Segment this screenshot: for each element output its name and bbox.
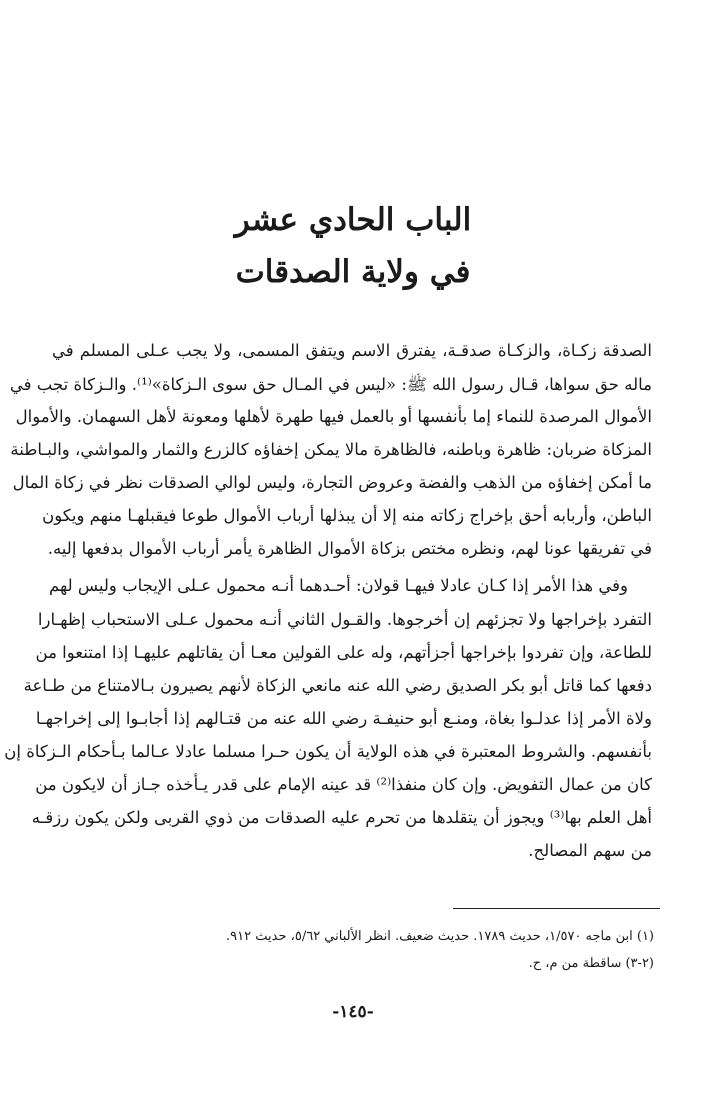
paragraph1-line: المزكاة ضربان: ظاهرة وباطنه، فالظاهرة مالا يمكن إخفاؤه كالزرع والثمار والمواشي، والبـاطنة [10,440,652,459]
paragraph2-line: التفرد بإخراجها ولا تجزئهم إن أخرجوها. والقـول الثاني أنـه محمول عـلى الاستحباب إظهـارا [37,610,652,629]
paragraph1-line: ماله حق سواها، قـال رسول الله ﷺ: «ليس في المـال حق سوى الـزكاة»⁽¹⁾. والـزكاة تجب في [9,375,652,394]
paragraph2-line: بأنفسهم. والشروط المعتبرة في هذه الولاية أن يكون حـرا مسلما عادلا عـالما بـأحكام الـزكاة إن [4,742,652,761]
footnote: (١) ابن ماجه ١/٥٧٠، حديث ١٧٨٩. حديث ضعيف. انظر الألباني ٥/٦٢، حديث ٩١٢. [226,929,654,944]
paragraph1-line: الأموال المرصدة للنماء إما بأنفسها أو بالعمل فيها طهرة لأهلها ومعونة لأهل السهمان. والأموال [15,407,652,426]
paragraph2-line: كان من عمال التفويض. وإن كان منفذا⁽²⁾ قد عينه الإمام على قدر يـأخذه جـاز أن لايكون من [35,775,652,794]
paragraph2-line: دفعها كما قاتل أبو بكر الصديق رضي الله عنه مانعي الزكاة لأنهم يصيرون بـالامتناع من طـاعة [23,676,652,695]
page-number: -١٤٥- [332,1002,374,1022]
paragraph2-line: من سهم المصالح. [528,841,652,860]
chapter-title: الباب الحادي عشر [234,202,472,238]
footnote: (٢-٣) ساقطة من م، ح. [528,956,654,971]
paragraph1-line: ما أمكن إخفاؤه من الذهب والفضة وعروض التجارة، وليس لوالي الصدقات نظر في زكاة المال [12,473,652,492]
paragraph2-line: وفي هذا الأمر إذا كـان عادلا فيهـا قولان: أحـدهما أنـه محمول عـلى الإيجاب وليس لهم [49,576,628,595]
paragraph2-line: ولاة الأمر إذا عدلـوا بغاة، ومنـع أبو حنيفـة رضي الله عنه من قتـالهم إذا أجابـوا إلى إخراجهـا [35,709,652,728]
paragraph1-line: في تفريقها عونا لهم، ونظره مختص بزكاة الأموال الظاهرة يأمر أرباب الأموال بدفعها إليه. [47,539,652,558]
paragraph2-line: أهل العلم بها⁽³⁾ ويجوز أن يتقلدها من تحرم عليه الصدقات من ذوي القربى ولكن يكون رزقـه [31,808,652,827]
chapter-subtitle: في ولاية الصدقات [235,254,471,290]
footnote-divider [453,908,660,909]
paragraph1-line: الباطن، وأربابه أحق بإخراج زكاته منه إلا أن يبذلها أرباب الأموال طوعا فيقبلهـا منهم ويكون [42,506,652,525]
paragraph2-line: للطاعة، وإن تفردوا بإخراجها أجزأتهم، وله على القولين معـا أن يقاتلهم عليهـا إذا امتنعوا من [35,643,652,662]
paragraph1-line: الصدقة زكـاة، والزكـاة صدقـة، يفترق الاسم ويتفق المسمى، ولا يجب عـلى المسلم في [52,341,652,360]
